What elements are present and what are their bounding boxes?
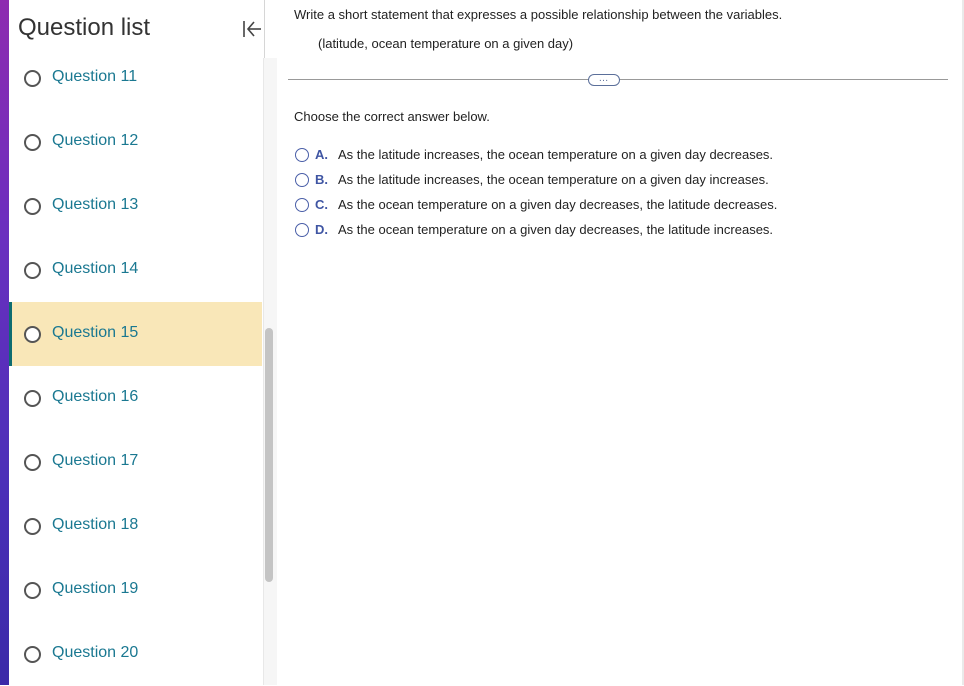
option-letter: C.	[315, 197, 328, 212]
radio-icon	[24, 134, 41, 151]
radio-icon	[24, 454, 41, 471]
question-item-14[interactable]	[9, 238, 262, 302]
option-text: As the ocean temperature on a given day decreases, the latitude decreases.	[338, 197, 778, 212]
question-list	[9, 46, 262, 686]
question-variables: (latitude, ocean temperature on a given day)	[318, 36, 574, 51]
option-letter: B.	[315, 172, 328, 187]
option-text: As the latitude increases, the ocean temperature on a given day decreases.	[338, 147, 774, 162]
more-button[interactable]: …	[588, 74, 620, 86]
question-item-12[interactable]	[9, 110, 262, 174]
sidebar-title: Question list	[18, 14, 151, 41]
choose-instruction: Choose the correct answer below.	[294, 109, 490, 124]
radio-icon[interactable]	[295, 223, 309, 237]
question-label[interactable]: Question 11	[52, 68, 138, 85]
question-item-11[interactable]	[9, 46, 262, 110]
question-label[interactable]: Question 16	[52, 388, 139, 405]
question-item-20[interactable]	[9, 622, 262, 686]
radio-icon	[24, 198, 41, 215]
question-item-16[interactable]	[9, 366, 262, 430]
question-label[interactable]: Question 18	[52, 516, 139, 533]
sidebar-scrollbar-thumb[interactable]	[265, 328, 273, 582]
question-list-sidebar	[9, 0, 265, 685]
question-label[interactable]: Question 17	[52, 452, 139, 469]
radio-icon	[24, 582, 41, 599]
radio-icon	[24, 70, 41, 87]
question-label[interactable]: Question 14	[52, 260, 139, 277]
question-label[interactable]: Question 12	[52, 132, 139, 149]
accent-strip	[0, 0, 9, 685]
radio-icon	[24, 326, 41, 343]
answer-option-c[interactable]	[295, 196, 895, 221]
radio-icon	[24, 262, 41, 279]
radio-icon	[24, 390, 41, 407]
question-item-19[interactable]	[9, 558, 262, 622]
question-item-15[interactable]	[9, 302, 262, 366]
question-panel	[277, 0, 964, 685]
question-label[interactable]: Question 19	[52, 580, 139, 597]
answer-option-d[interactable]	[295, 221, 895, 246]
option-text: As the latitude increases, the ocean temperature on a given day increases.	[338, 172, 769, 187]
radio-icon[interactable]	[295, 198, 309, 212]
answer-option-a[interactable]	[295, 146, 895, 171]
question-item-18[interactable]	[9, 494, 262, 558]
question-label[interactable]: Question 13	[52, 196, 139, 213]
option-letter: D.	[315, 222, 328, 237]
question-label[interactable]: Question 15	[52, 324, 139, 341]
radio-icon[interactable]	[295, 173, 309, 187]
question-item-13[interactable]	[9, 174, 262, 238]
radio-icon[interactable]	[295, 148, 309, 162]
radio-icon	[24, 646, 41, 663]
question-item-17[interactable]	[9, 430, 262, 494]
option-text: As the ocean temperature on a given day decreases, the latitude increases.	[338, 222, 774, 237]
answer-options	[295, 146, 895, 246]
answer-option-b[interactable]	[295, 171, 895, 196]
question-prompt: Write a short statement that expresses a possible relationship between the variables.	[294, 7, 783, 22]
question-label[interactable]: Question 20	[52, 644, 139, 661]
radio-icon	[24, 518, 41, 535]
collapse-left-icon[interactable]	[241, 18, 263, 40]
option-letter: A.	[315, 147, 328, 162]
